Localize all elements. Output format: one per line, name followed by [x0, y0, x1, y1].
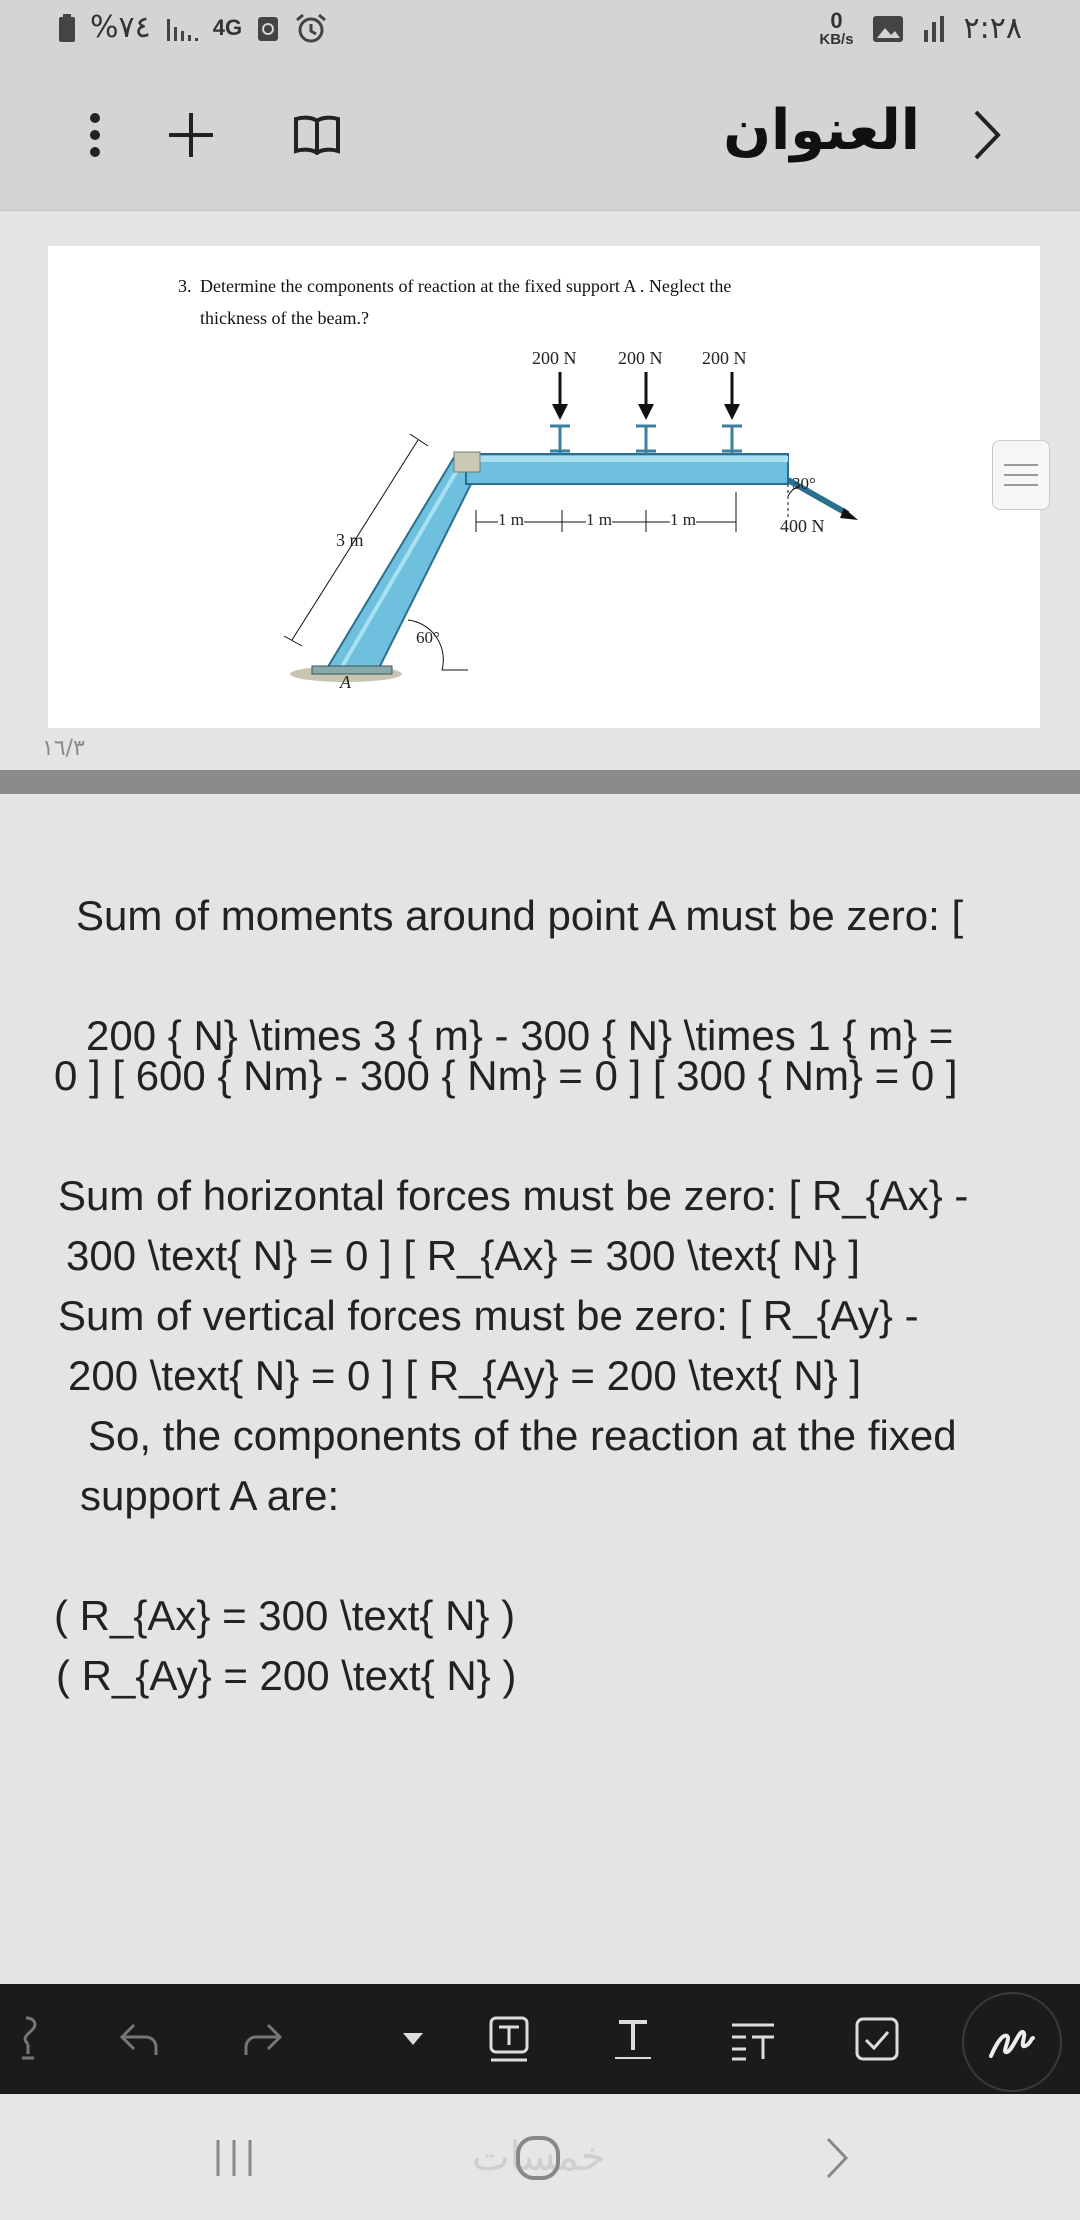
load-label: 200 N: [532, 348, 577, 368]
battery-percent: %٧٤: [90, 10, 151, 45]
answer-line: ( R_{Ay} = 200 \text{ N} ): [56, 1652, 517, 1699]
answer-line: 200 { N} \times 3 { m} - 300 { N} \times 1 { m} =: [86, 1012, 954, 1059]
undo-icon[interactable]: [106, 2006, 172, 2072]
checkbox-icon[interactable]: [844, 2006, 910, 2072]
dropdown-icon[interactable]: [380, 2006, 446, 2072]
app-bar: [0, 60, 1080, 211]
battery-icon: [58, 13, 76, 43]
status-bar: [0, 0, 1080, 60]
load-label: 200 N: [702, 348, 747, 368]
support-label: A: [340, 672, 351, 692]
page-indicator: ١٦/٣: [42, 736, 85, 761]
side-panel-handle[interactable]: [992, 440, 1050, 510]
answer-line: 0 ] [ 600 { Nm} - 300 { Nm} = 0 ] [ 300 { Nm} = 0 ]: [54, 1052, 958, 1099]
question-image: [48, 246, 1040, 728]
net-speed: 0 KB/s: [819, 8, 854, 48]
answer-line: ( R_{Ax} = 300 \text{ N} ): [54, 1592, 516, 1639]
system-nav-bar: [0, 2094, 1080, 2220]
lasso-icon[interactable]: [2, 2006, 52, 2072]
watermark: خمسات: [472, 2134, 606, 2180]
column-length-label: 3 m: [336, 530, 364, 550]
home-icon[interactable]: [514, 2134, 562, 2187]
text-align-icon[interactable]: [720, 2006, 786, 2072]
chevron-right-icon[interactable]: [952, 100, 1022, 170]
redo-icon[interactable]: [230, 2006, 296, 2072]
angle-base-label: 60°: [416, 628, 440, 647]
end-force-label: 400 N: [780, 516, 825, 536]
alarm-icon: [294, 12, 328, 44]
load-label: 200 N: [618, 348, 663, 368]
page-title: العنوان: [723, 98, 920, 163]
span-label: 1 m: [498, 510, 524, 529]
plus-icon[interactable]: [156, 100, 226, 170]
span-label: 1 m: [586, 510, 612, 529]
answer-line: Sum of vertical forces must be zero: [ R_{Ay} -: [58, 1292, 919, 1339]
answer-line: 200 \text{ N} = 0 ] [ R_{Ay} = 200 \text{ N} ]: [68, 1352, 862, 1399]
answer-line: Sum of horizontal forces must be zero: [ R_{Ax} -: [58, 1172, 969, 1219]
answer-line: 300 \text{ N} = 0 ] [ R_{Ax} = 300 \text{ N} ]: [66, 1232, 860, 1279]
question-text: 3. Determine the components of reaction at the fixed support A . Neglect the thickness of the beam.?: [178, 276, 732, 328]
image-icon: [872, 14, 904, 44]
pen-icon[interactable]: [962, 1992, 1062, 2092]
text-format-icon[interactable]: [600, 2006, 666, 2072]
span-label: 1 m: [670, 510, 696, 529]
angle-top-label: 30°: [792, 474, 816, 493]
network-4g: 4G: [212, 14, 243, 40]
signal-bars-icon: [922, 14, 946, 44]
back-icon[interactable]: [824, 2136, 850, 2185]
book-icon[interactable]: [282, 100, 352, 170]
recent-apps-icon[interactable]: [212, 2138, 256, 2183]
signal-icon: [165, 13, 199, 43]
status-left: [58, 10, 328, 45]
clock: ٢:٢٨: [963, 11, 1022, 46]
status-right: [819, 10, 1022, 47]
editing-toolbar: [0, 1984, 1080, 2094]
more-vert-icon[interactable]: [60, 100, 130, 170]
beam-figure: [48, 246, 1040, 728]
answer-line: So, the components of the reaction at the fixed: [88, 1412, 957, 1459]
recycle-icon: [256, 13, 280, 43]
answer-line: support A are:: [80, 1472, 340, 1519]
text-box-icon[interactable]: [476, 2006, 542, 2072]
answer-line: Sum of moments around point A must be zero: [: [76, 892, 964, 939]
page-divider: [0, 770, 1080, 794]
answer-text: [0, 794, 1080, 1984]
